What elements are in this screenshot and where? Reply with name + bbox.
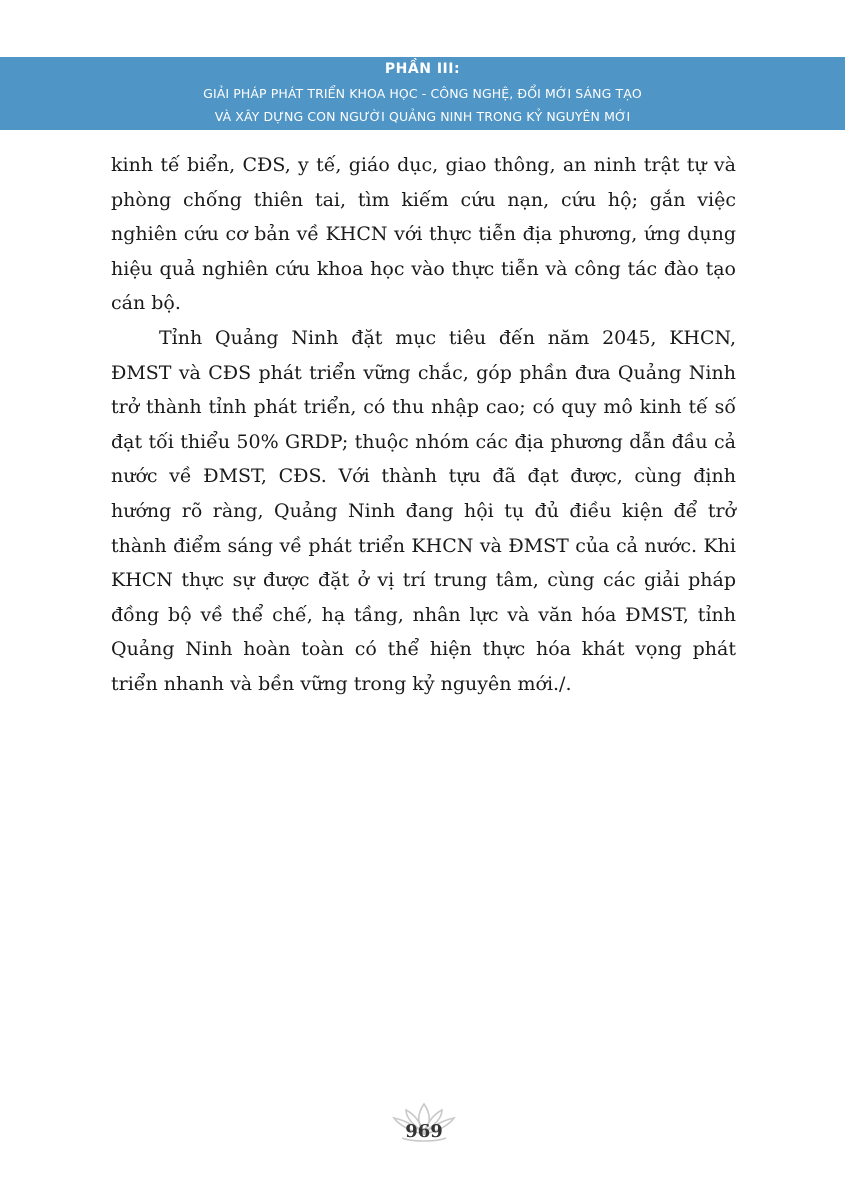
part-subtitle-line-1: GIẢI PHÁP PHÁT TRIỂN KHOA HỌC - CÔNG NGHỆ, ĐỔI MỚI SÁNG TẠO bbox=[203, 86, 642, 101]
paragraph-1: kinh tế biển, CĐS, y tế, giáo dục, giao thông, an ninh trật tự và phòng chống thiên tai, tìm kiếm cứu nạn, cứu hộ; gắn việc nghiên cứu cơ bản về KHCN với thực tiễn địa phương, ứng dụng hiệu quả nghiên cứu khoa học vào thực tiễn và công tác đào tạo cán bộ. bbox=[111, 154, 736, 315]
section-header-band bbox=[0, 57, 845, 130]
page-number: 969 bbox=[405, 1121, 443, 1142]
paragraph-2: Tỉnh Quảng Ninh đặt mục tiêu đến năm 2045, KHCN, ĐMST và CĐS phát triển vững chắc, góp phần đưa Quảng Ninh trở thành tỉnh phát triển, có thu nhập cao; có quy mô kinh tế số đạt tối thiểu 50% GRDP; thuộc nhóm các địa phương dẫn đầu cả nước về ĐMST, CĐS. Với thành tựu đã đạt được, cùng định hướng rõ ràng, Quảng Ninh đang hội tụ đủ điều kiện để trở thành điểm sáng về phát triển KHCN và ĐMST của cả nước. Khi KHCN thực sự được đặt ở vị trí trung tâm, cùng các giải pháp đồng bộ về thể chế, hạ tầng, nhân lực và văn hóa ĐMST, tỉnh Quảng Ninh hoàn toàn có thể hiện thực hóa khát vọng phát triển nhanh và bền vững trong kỷ nguyên mới./. bbox=[111, 326, 736, 695]
body-text bbox=[111, 148, 736, 702]
part-subtitle-line-2: VÀ XÂY DỰNG CON NGƯỜI QUẢNG NINH TRONG KỶ NGUYÊN MỚI bbox=[214, 109, 631, 124]
part-title: PHẦN III: bbox=[384, 61, 461, 77]
